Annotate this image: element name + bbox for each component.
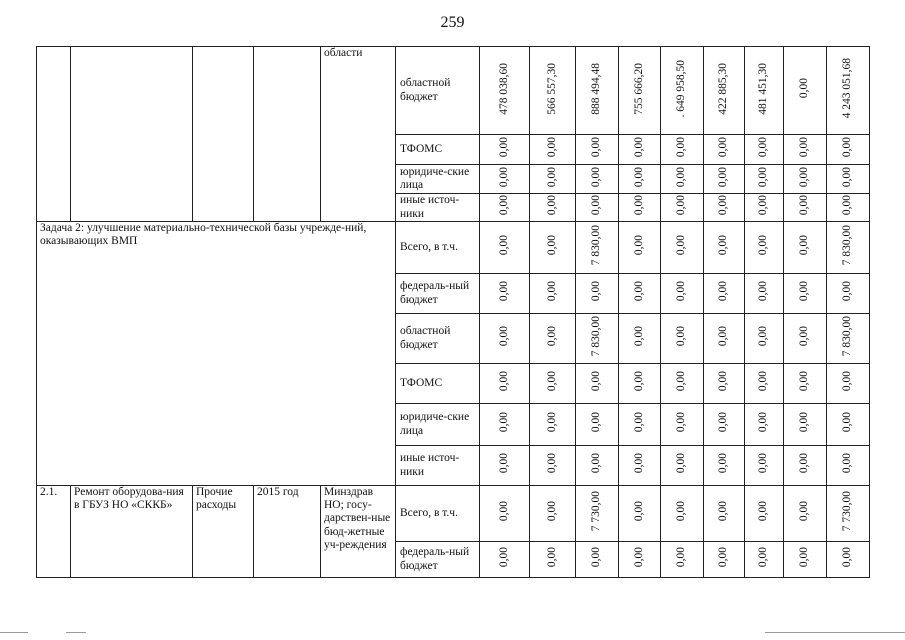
value-cell	[480, 486, 530, 542]
funding-table	[36, 46, 870, 578]
value-text: 0,00	[757, 371, 770, 392]
value-text: 0,00	[717, 547, 730, 568]
value-text: 478 038,60	[497, 62, 510, 115]
value-cell	[619, 314, 661, 364]
value-cell	[661, 364, 704, 404]
value-cell	[576, 446, 619, 486]
value-text: 0,00	[545, 235, 558, 256]
value-cell	[661, 486, 704, 542]
value-text: 0,00	[675, 137, 688, 158]
value-text: 0,00	[717, 235, 730, 256]
value-cell	[745, 135, 784, 165]
value-text: 0,00	[757, 547, 770, 568]
value-cell	[704, 314, 745, 364]
value-text: 888 494,48	[590, 62, 603, 115]
value-text: 0,00	[497, 501, 510, 522]
value-text: 0,00	[757, 281, 770, 302]
value-cell	[619, 165, 661, 194]
value-text: 0,00	[717, 166, 730, 187]
scan-mark	[0, 632, 28, 633]
value-text: 7 730,00	[590, 491, 603, 532]
value-text: 566 557,30	[545, 62, 558, 115]
value-text: 0,00	[717, 326, 730, 347]
value-text: 0,00	[798, 281, 811, 302]
value-text: 0,00	[545, 547, 558, 568]
value-text: 0,00	[841, 166, 854, 187]
value-text: 0,00	[632, 412, 645, 433]
value-cell	[480, 404, 530, 446]
value-text: 0,00	[545, 281, 558, 302]
funding-source: Всего, в т.ч.	[396, 486, 480, 542]
value-text: 0,00	[590, 371, 603, 392]
value-text: 0,00	[497, 166, 510, 187]
value-text: 7 730,00	[841, 491, 854, 532]
value-cell	[619, 364, 661, 404]
value-text: 0,00	[675, 371, 688, 392]
value-text: 0,00	[632, 326, 645, 347]
value-text: 0,00	[590, 195, 603, 216]
value-text: 0,00	[717, 137, 730, 158]
value-text: 0,00	[545, 195, 558, 216]
value-cell	[745, 165, 784, 194]
value-cell	[530, 314, 576, 364]
value-cell	[530, 274, 576, 314]
value-text: 0,00	[545, 501, 558, 522]
value-text: 0,00	[841, 281, 854, 302]
value-text: 0,00	[798, 137, 811, 158]
value-cell	[576, 222, 619, 274]
value-text: 0,00	[841, 371, 854, 392]
value-text: 0,00	[757, 412, 770, 433]
value-text: 0,00	[675, 326, 688, 347]
value-cell	[784, 194, 827, 222]
value-text: 0,00	[717, 281, 730, 302]
value-text: 0,00	[632, 137, 645, 158]
value-cell	[530, 47, 576, 135]
value-cell	[784, 222, 827, 274]
value-cell	[661, 165, 704, 194]
value-cell	[619, 47, 661, 135]
value-cell	[576, 486, 619, 542]
value-cell	[827, 314, 870, 364]
value-text: . 649 958,50	[675, 59, 688, 118]
value-text: 4 243 051,68	[841, 58, 854, 119]
value-text: 0,00	[675, 195, 688, 216]
value-cell	[661, 274, 704, 314]
value-cell	[661, 47, 704, 135]
value-text: 0,00	[757, 453, 770, 474]
value-text: 481 451,30	[757, 62, 770, 115]
value-cell	[530, 194, 576, 222]
value-text: 0,00	[497, 371, 510, 392]
value-cell	[784, 542, 827, 578]
value-cell	[530, 542, 576, 578]
value-text: 0,00	[497, 412, 510, 433]
value-text: 0,00	[497, 281, 510, 302]
value-cell	[827, 542, 870, 578]
value-cell	[480, 274, 530, 314]
value-cell	[530, 135, 576, 165]
value-cell	[530, 165, 576, 194]
value-text: 755 666,20	[632, 62, 645, 115]
table-row	[37, 222, 870, 274]
value-text: 0,00	[590, 412, 603, 433]
value-text: 0,00	[632, 371, 645, 392]
value-text: 0,00	[757, 501, 770, 522]
value-text: 0,00	[841, 412, 854, 433]
value-text: 0,00	[632, 547, 645, 568]
value-cell	[530, 446, 576, 486]
value-text: 0,00	[841, 547, 854, 568]
value-cell	[480, 165, 530, 194]
value-cell	[576, 542, 619, 578]
value-cell	[576, 274, 619, 314]
value-cell	[661, 446, 704, 486]
value-cell	[480, 47, 530, 135]
value-cell	[530, 222, 576, 274]
value-text: 0,00	[798, 547, 811, 568]
value-cell	[704, 486, 745, 542]
value-text: 0,00	[717, 412, 730, 433]
value-text: 0,00	[675, 501, 688, 522]
funding-source: иные источ-ники	[396, 194, 480, 222]
item-category: Прочие расходы	[193, 486, 254, 578]
value-cell	[661, 222, 704, 274]
funding-source: юридиче-ские лица	[396, 404, 480, 446]
funding-source: ТФОМС	[396, 364, 480, 404]
value-cell	[530, 404, 576, 446]
funding-source: областной бюджет	[396, 47, 480, 135]
value-text: 0,00	[497, 326, 510, 347]
value-text: 0,00	[497, 547, 510, 568]
value-cell	[745, 314, 784, 364]
task-title: Задача 2: улучшение материально-технической базы учрежде-ний, оказывающих ВМП	[37, 222, 396, 486]
value-cell	[480, 364, 530, 404]
value-cell	[704, 194, 745, 222]
value-cell	[745, 222, 784, 274]
value-text: 0,00	[545, 412, 558, 433]
value-text: 0,00	[675, 235, 688, 256]
value-text: 0,00	[590, 453, 603, 474]
value-cell	[827, 486, 870, 542]
value-text: 0,00	[798, 412, 811, 433]
value-cell	[576, 135, 619, 165]
value-text: 7 830,00	[590, 225, 603, 266]
value-text: 0,00	[757, 235, 770, 256]
funding-source: юридиче-ские лица	[396, 165, 480, 194]
name-cell	[71, 47, 193, 222]
value-cell	[619, 274, 661, 314]
value-text: 0,00	[757, 137, 770, 158]
value-text: 0,00	[545, 453, 558, 474]
value-text: 0,00	[798, 371, 811, 392]
value-cell	[704, 542, 745, 578]
value-cell	[619, 135, 661, 165]
value-cell	[827, 194, 870, 222]
value-text: 0,00	[497, 137, 510, 158]
value-cell	[745, 364, 784, 404]
item-responsible: Минздрав НО; госу-дарствен-ные бюд-жетные уч-реждения	[321, 486, 396, 578]
value-text: 0,00	[841, 453, 854, 474]
value-cell	[784, 47, 827, 135]
value-text: 7 830,00	[841, 225, 854, 266]
value-text: 0,00	[798, 326, 811, 347]
number-cell	[37, 47, 71, 222]
value-cell	[661, 404, 704, 446]
value-cell	[745, 47, 784, 135]
item-period: 2015 год	[254, 486, 321, 578]
value-text: 0,00	[798, 235, 811, 256]
value-text: 0,00	[841, 195, 854, 216]
value-cell	[576, 194, 619, 222]
value-cell	[827, 135, 870, 165]
value-cell	[704, 222, 745, 274]
value-text: 0,00	[632, 166, 645, 187]
value-text: 0,00	[632, 235, 645, 256]
value-cell	[745, 446, 784, 486]
value-cell	[530, 486, 576, 542]
value-cell	[827, 364, 870, 404]
table-row	[37, 47, 870, 135]
scan-mark	[66, 632, 86, 633]
value-cell	[827, 47, 870, 135]
value-text: 0,00	[841, 137, 854, 158]
value-cell	[661, 314, 704, 364]
funding-source: ТФОМС	[396, 135, 480, 165]
value-text: 0,00	[497, 453, 510, 474]
value-text: 7 830,00	[841, 316, 854, 357]
scan-mark	[765, 632, 905, 633]
page-number: 259	[440, 14, 465, 31]
value-text: 0,00	[798, 78, 811, 99]
value-cell	[745, 486, 784, 542]
value-cell	[480, 446, 530, 486]
value-text: 0,00	[632, 281, 645, 302]
value-text: 0,00	[675, 412, 688, 433]
value-cell	[704, 47, 745, 135]
value-cell	[704, 404, 745, 446]
value-text: 0,00	[675, 166, 688, 187]
value-cell	[576, 314, 619, 364]
value-text: 0,00	[545, 371, 558, 392]
item-name: Ремонт оборудова-ния в ГБУЗ НО «СККБ»	[71, 486, 193, 578]
value-text: 0,00	[717, 371, 730, 392]
value-cell	[619, 542, 661, 578]
value-cell	[619, 194, 661, 222]
value-text: 0,00	[545, 166, 558, 187]
value-text: 0,00	[717, 195, 730, 216]
funding-source: федераль-ный бюджет	[396, 542, 480, 578]
value-cell	[784, 404, 827, 446]
value-text: 0,00	[717, 501, 730, 522]
value-cell	[827, 165, 870, 194]
value-text: 0,00	[757, 166, 770, 187]
value-cell	[661, 542, 704, 578]
value-cell	[745, 194, 784, 222]
value-cell	[661, 194, 704, 222]
value-cell	[576, 165, 619, 194]
value-text: 0,00	[798, 166, 811, 187]
value-cell	[619, 222, 661, 274]
value-text: 0,00	[497, 235, 510, 256]
value-cell	[480, 135, 530, 165]
value-text: 0,00	[757, 326, 770, 347]
value-cell	[784, 364, 827, 404]
value-cell	[827, 222, 870, 274]
value-text: 0,00	[632, 195, 645, 216]
value-cell	[827, 274, 870, 314]
category-cell	[193, 47, 254, 222]
value-cell	[576, 404, 619, 446]
funding-source: областной бюджет	[396, 314, 480, 364]
value-text: 0,00	[632, 501, 645, 522]
value-cell	[480, 222, 530, 274]
value-cell	[704, 165, 745, 194]
value-cell	[704, 364, 745, 404]
value-cell	[704, 135, 745, 165]
funding-source: федераль-ный бюджет	[396, 274, 480, 314]
value-cell	[704, 274, 745, 314]
funding-source: Всего, в т.ч.	[396, 222, 480, 274]
value-cell	[784, 446, 827, 486]
value-cell	[619, 404, 661, 446]
value-text: 0,00	[590, 137, 603, 158]
value-cell	[530, 364, 576, 404]
value-cell	[480, 314, 530, 364]
value-cell	[576, 364, 619, 404]
value-text: 0,00	[590, 547, 603, 568]
value-cell	[745, 542, 784, 578]
value-text: 7 830,00	[590, 316, 603, 357]
value-cell	[480, 542, 530, 578]
value-text: 0,00	[675, 453, 688, 474]
value-text: 0,00	[590, 166, 603, 187]
value-cell	[784, 165, 827, 194]
period-cell	[254, 47, 321, 222]
value-text: 0,00	[675, 547, 688, 568]
value-cell	[704, 446, 745, 486]
value-cell	[827, 446, 870, 486]
value-text: 0,00	[590, 281, 603, 302]
value-text: 0,00	[798, 453, 811, 474]
value-cell	[745, 404, 784, 446]
value-text: 0,00	[798, 501, 811, 522]
value-cell	[784, 486, 827, 542]
value-cell	[619, 486, 661, 542]
value-text: 0,00	[632, 453, 645, 474]
value-cell	[661, 135, 704, 165]
value-text: 0,00	[497, 195, 510, 216]
value-cell	[784, 314, 827, 364]
value-cell	[827, 404, 870, 446]
value-cell	[576, 47, 619, 135]
value-text: 0,00	[675, 281, 688, 302]
funding-source: иные источ-ники	[396, 446, 480, 486]
value-cell	[784, 274, 827, 314]
value-text: 0,00	[545, 137, 558, 158]
value-cell	[784, 135, 827, 165]
responsible-cell: области	[321, 47, 396, 222]
value-cell	[745, 274, 784, 314]
value-cell	[619, 446, 661, 486]
value-text: 0,00	[757, 195, 770, 216]
value-text: 422 885,30	[717, 62, 730, 115]
value-cell	[480, 194, 530, 222]
table-row	[37, 486, 870, 542]
value-text: 0,00	[798, 195, 811, 216]
item-number: 2.1.	[37, 486, 71, 578]
value-text: 0,00	[717, 453, 730, 474]
value-text: 0,00	[545, 326, 558, 347]
